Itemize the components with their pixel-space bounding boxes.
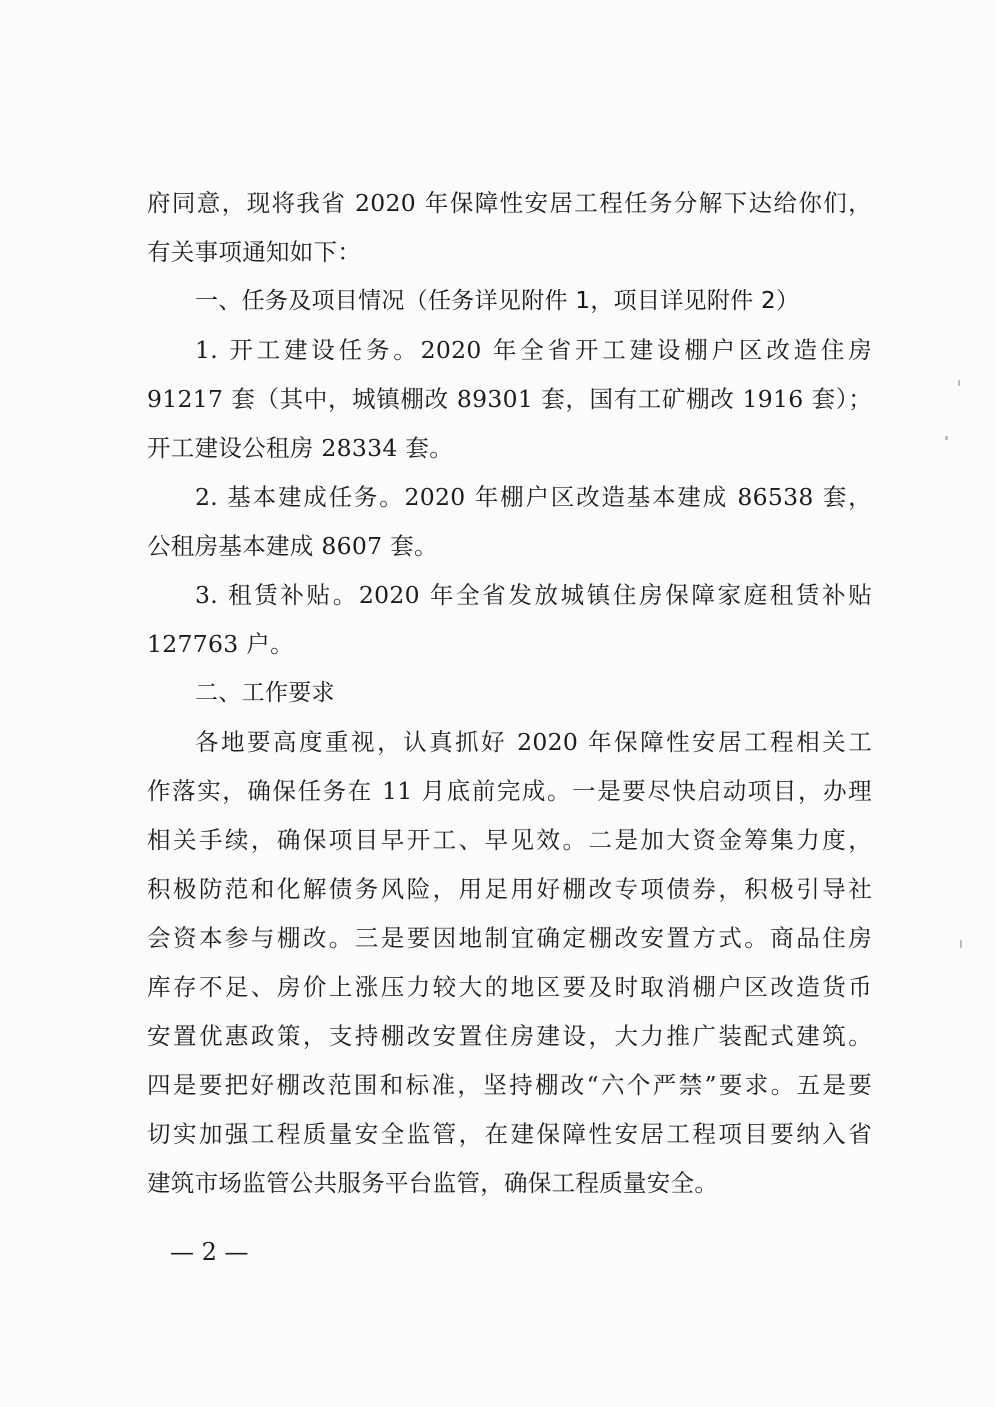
body-line: 127763 户。 (147, 630, 294, 658)
scan-mark (958, 380, 960, 386)
body-line: 府同意，现将我省 2020 年保障性安居工程任务分解下达给你们， (147, 189, 872, 217)
body-line: 91217 套（其中，城镇棚改 89301 套，国有工矿棚改 1916 套）； (147, 385, 872, 413)
body-line: 切实加强工程质量安全监管，在建保障性安居工程项目要纳入省 (147, 1120, 872, 1148)
body-line: 2. 基本建成任务。2020 年棚户区改造基本建成 86538 套， (195, 483, 872, 511)
body-line: 作落实，确保任务在 11 月底前完成。一是要尽快启动项目，办理 (147, 777, 872, 805)
section-heading: 二、工作要求 (195, 680, 335, 706)
body-line: 建筑市场监管公共服务平台监管，确保工程质量安全。 (147, 1169, 719, 1197)
scan-mark (960, 940, 962, 948)
body-line: 相关手续，确保项目早开工、早见效。二是加大资金筹集力度， (147, 826, 872, 854)
section-heading: 一、任务及项目情况（任务详见附件 1，项目详见附件 2） (195, 288, 800, 314)
body-line: 安置优惠政策，支持棚改安置住房建设，大力推广装配式建筑。 (147, 1022, 872, 1050)
body-line: 四是要把好棚改范围和标准，坚持棚改“六个严禁”要求。五是要 (147, 1071, 872, 1099)
body-line: 会资本参与棚改。三是要因地制宜确定棚改安置方式。商品住房 (147, 924, 872, 952)
body-line: 公租房基本建成 8607 套。 (147, 532, 438, 560)
page-number: — 2 — (170, 1238, 249, 1266)
scan-mark (945, 436, 948, 440)
body-line: 开工建设公租房 28334 套。 (147, 434, 453, 462)
body-line: 1. 开工建设任务。2020 年全省开工建设棚户区改造住房 (195, 336, 872, 364)
body-line: 积极防范和化解债务风险，用足用好棚改专项债券，积极引导社 (147, 875, 872, 903)
body-line: 各地要高度重视，认真抓好 2020 年保障性安居工程相关工 (195, 728, 872, 756)
body-line: 库存不足、房价上涨压力较大的地区要及时取消棚户区改造货币 (147, 973, 872, 1001)
body-line: 3. 租赁补贴。2020 年全省发放城镇住房保障家庭租赁补贴 (195, 581, 872, 609)
body-line: 有关事项通知如下： (147, 238, 362, 266)
